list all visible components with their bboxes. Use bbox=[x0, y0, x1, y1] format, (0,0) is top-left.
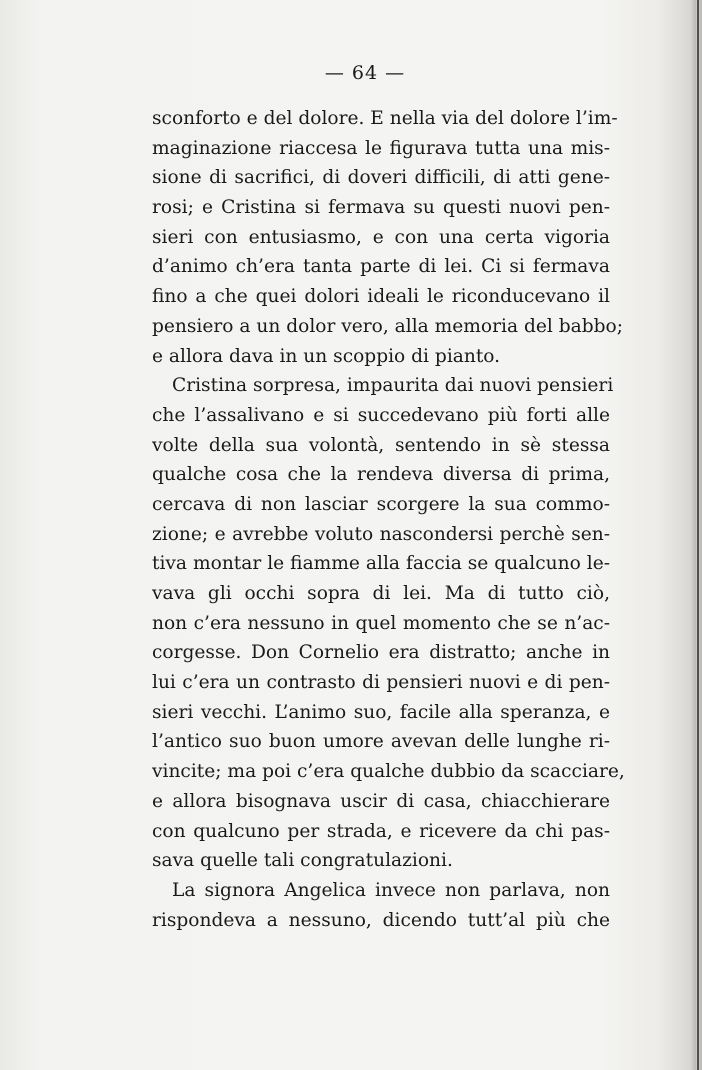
text-line: sieri vecchi. L’animo suo, facile alla speranza, e bbox=[152, 701, 610, 723]
text-line: rosi; e Cristina si fermava su questi nuovi pen- bbox=[152, 197, 610, 219]
text-line: sava quelle tali congratulazioni. bbox=[152, 850, 453, 872]
text-line: con qualcuno per strada, e ricevere da chi pas- bbox=[152, 820, 610, 842]
text-line: rispondeva a nessuno, dicendo tutt’al più che bbox=[152, 909, 610, 931]
text-line: sconforto e del dolore. E nella via del dolore l’im- bbox=[152, 108, 618, 129]
text-line: l’antico suo buon umore avevan delle lunghe ri- bbox=[152, 731, 610, 753]
body-text bbox=[152, 104, 625, 935]
page-edge-line bbox=[697, 0, 699, 1070]
text-line: non c’era nessuno in quel momento che se n’ac- bbox=[152, 612, 610, 634]
text-line: che l’assalivano e si succedevano più forti alle bbox=[152, 404, 610, 426]
text-line: sione di sacrifici, di doveri difficili, di atti gene- bbox=[152, 167, 610, 189]
text-line: tiva montar le fiamme alla faccia se qualcuno le- bbox=[152, 553, 610, 575]
page-edge-shadow bbox=[690, 0, 696, 1070]
text-line: e allora dava in un scoppio di pianto. bbox=[152, 345, 501, 367]
text-line: corgesse. Don Cornelio era distratto; anche in bbox=[152, 642, 610, 664]
text-line: volte della sua volontà, sentendo in sè stessa bbox=[152, 434, 610, 456]
text-line: fino a che quei dolori ideali le riconducevano il bbox=[152, 286, 610, 308]
text-line: cercava di non lasciar scorgere la sua commo- bbox=[152, 493, 610, 515]
text-line: d’animo ch’era tanta parte di lei. Ci si fermava bbox=[152, 256, 610, 278]
text-line: e allora bisognava uscir di casa, chiacchierare bbox=[152, 790, 610, 812]
text-line: vava gli occhi sopra di lei. Ma di tutto ciò, bbox=[152, 583, 610, 604]
text-line: sieri con entusiasmo, e con una certa vigoria bbox=[152, 226, 610, 248]
text-line: Cristina sorpresa, impaurita dai nuovi pensieri bbox=[172, 375, 614, 397]
page-number: — 64 — bbox=[324, 62, 406, 84]
text-line: La signora Angelica invece non parlava, non bbox=[172, 879, 610, 901]
text-line: zione; e avrebbe voluto nascondersi perchè sen- bbox=[152, 523, 610, 545]
text-line: vincite; ma poi c’era qualche dubbio da scacciare, bbox=[152, 761, 625, 783]
text-line: lui c’era un contrasto di pensieri nuovi e di pen- bbox=[152, 672, 610, 694]
text-line: qualche cosa che la rendeva diversa di prima, bbox=[152, 464, 610, 486]
text-line: pensiero a un dolor vero, alla memoria del babbo; bbox=[152, 315, 623, 337]
text-line: maginazione riaccesa le figurava tutta una mis- bbox=[152, 137, 610, 159]
